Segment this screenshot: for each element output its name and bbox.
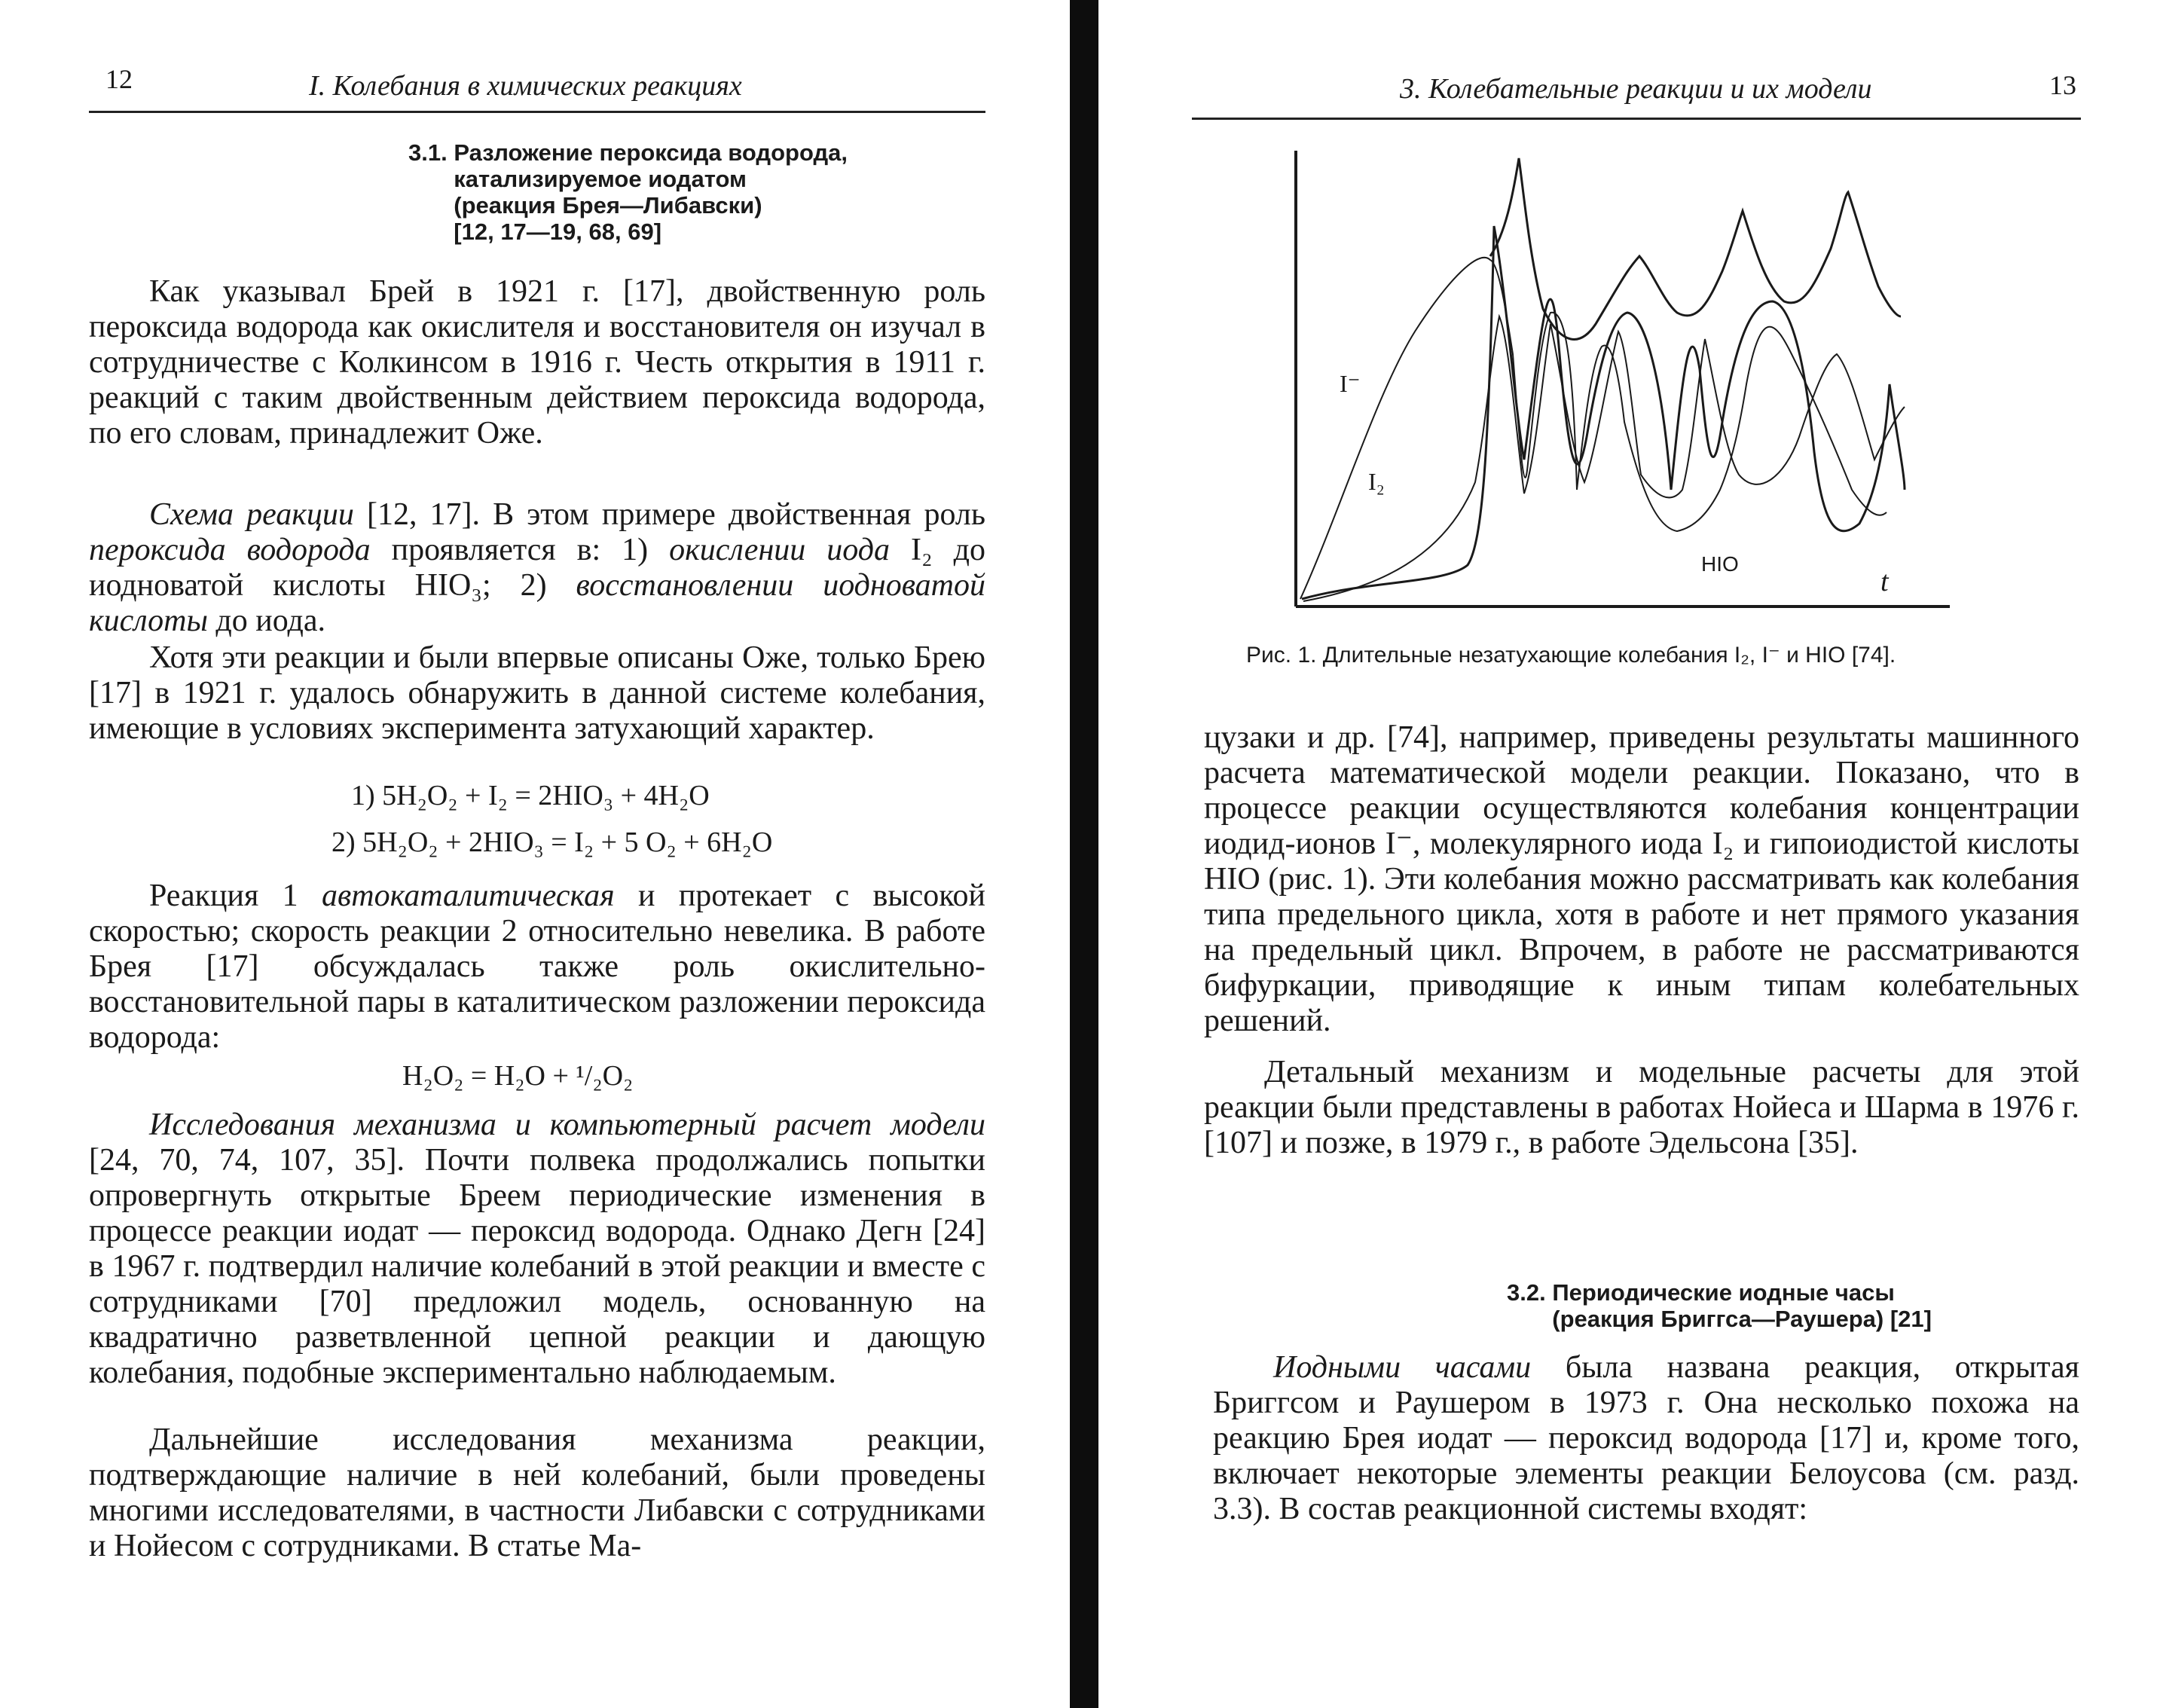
running-head: 3. Колебательные реакции и их модели xyxy=(1400,73,1872,105)
right-page xyxy=(1098,0,2160,1708)
paragraph: Иодными часами была названа реакция, открытая Бриггсом и Раушером в 1973 г. Она несколько похожа на реакцию Брея иодат — пероксид водорода [17] и, кроме того, включает некоторые элементы реакции Белоусова (см. разд. 3.3). В состав реакционной системы входят: xyxy=(1213,1350,2079,1526)
running-head: I. Колебания в химических реакциях xyxy=(309,70,742,102)
left-page xyxy=(0,0,1070,1708)
label-iodide: I⁻ xyxy=(1340,370,1361,397)
paragraph: Реакция 1 автокаталитическая и протекает с высокой скоростью; скорость реакции 2 относительно невелика. В работе Брея [17] обсуждалась также роль окислительно-восстановительной пары в каталитическом разложении пероксида водорода: xyxy=(89,878,985,1055)
paragraph: Схема реакции [12, 17]. В этом примере двойственная роль пероксида водорода проявляется в: 1) окислении иода I₂ до иодноватой кислоты HIO₃; 2) восстановлении иодноватой кислоты до иода. xyxy=(89,497,986,638)
paragraph: Как указывал Брей в 1921 г. [17], двойственную роль пероксида водорода как окислителя и восстановителя он изучал в сотрудничестве с Колкинсом в 1916 г. Честь открытия в 1911 г. реакций с таким двойственным действием пероксида водорода, по его словам, принадлежит Оже. xyxy=(89,274,985,451)
paragraph: Детальный механизм и модельные расчеты для этой реакции были представлены в работах Нойеса и Шарма в 1976 г. [107] и позже, в 1979 г., в работе Эдельсона [35]. xyxy=(1204,1055,2079,1160)
paragraph: цузаки и др. [74], например, приведены результаты машинного расчета математической модели реакции. Показано, что в процессе реакции осуществляются колебания концентрации иодид-ионов I⁻, молекулярного иода I₂ и гипоиодистой кислоты HIO (рис. 1). Эти колебания можно рассматривать как колебания типа предельного цикла, хотя в работе и нет прямого указания на предельный цикл. Впрочем, в работе не рассматриваются бифуркации, приводящие к иным типам колебательных решений. xyxy=(1204,720,2079,1038)
paragraph: Хотя эти реакции и были впервые описаны Оже, только Брею [17] в 1921 г. удалось обнаружить в данной системе колебания, имеющие в условиях эксперимента затухающий характер. xyxy=(89,640,985,746)
page-number: 12 xyxy=(105,64,133,94)
paragraph: Исследования механизма и компьютерный расчет модели [24, 70, 74, 107, 35]. Почти полвека продолжались попытки опровергнуть открытые Бреем периодические изменения в процессе реакции иодат — пероксид водорода. Однако Дегн [24] в 1967 г. подтвердил наличие колебаний в этой реакции и вместе с сотрудниками [70] предложил модель, основанную на квадратично разветвленной цепной реакции и дающую колебания, подобные экспериментально наблюдаемым. xyxy=(89,1108,985,1390)
label-hio: HIO xyxy=(1701,552,1739,576)
header-rule xyxy=(1192,118,2081,120)
section-heading-3-1: 3.1. Разложение пероксида водорода, катализируемое иодатом (реакция Брея—Либавски) [12, 17—19, 68, 69] xyxy=(408,139,848,245)
section-heading-3-2: 3.2. Периодические иодные часы (реакция Бриггса—Раушера) [21] xyxy=(1507,1279,1932,1332)
equation-2: 2) 5H₂O₂ + 2HIO₃ = I₂ + 5 O₂ + 6H₂O xyxy=(331,827,773,858)
page-number: 13 xyxy=(2049,70,2076,100)
equation-3: H₂O₂ = H₂O + ¹/₂O₂ xyxy=(402,1060,634,1092)
equation-1: 1) 5H₂O₂ + I₂ = 2HIO₃ + 4H₂O xyxy=(351,780,710,811)
paragraph: Дальнейшие исследования механизма реакции, подтверждающие наличие в ней колебаний, были проведены многими исследователями, в частности Либавски с сотрудниками и Нойесом с сотрудниками. В статье Ма- xyxy=(89,1422,985,1563)
iodide-curve xyxy=(1300,258,1887,599)
figure-caption: Рис. 1. Длительные незатухающие колебания I₂, I⁻ и HIO [74]. xyxy=(1246,643,1896,668)
label-time: t xyxy=(1880,566,1889,597)
oscillation-figure xyxy=(1264,136,1987,625)
book-spine xyxy=(1070,0,1098,1708)
header-rule xyxy=(89,111,985,113)
label-iodine: I₂ xyxy=(1368,468,1385,495)
